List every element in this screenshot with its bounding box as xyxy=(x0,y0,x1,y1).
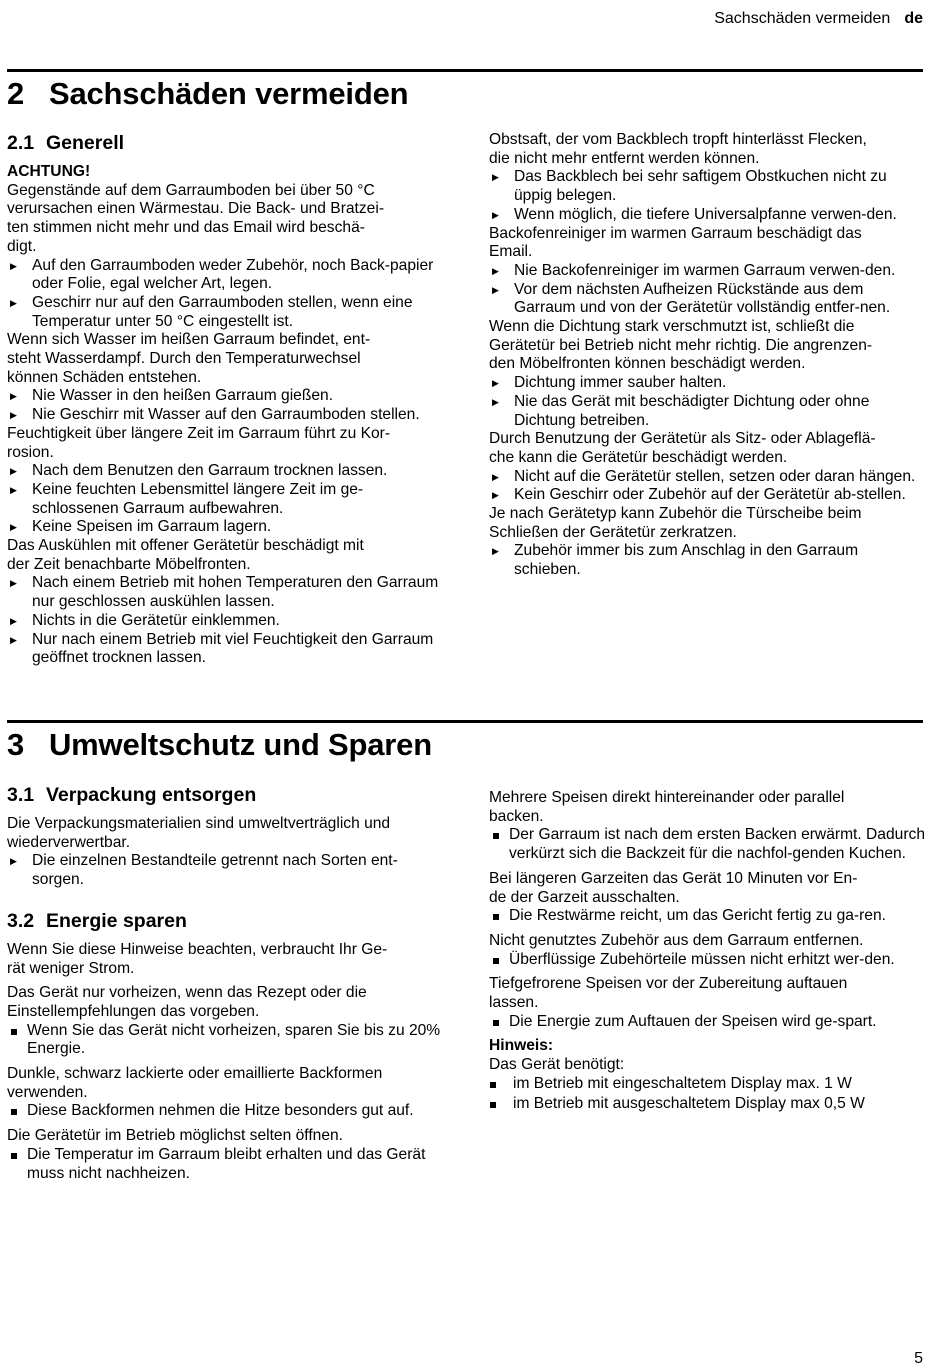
paragraph xyxy=(7,331,443,387)
text-line: die nicht mehr entfernt werden können. xyxy=(489,149,760,167)
subsection-number: 3.2 xyxy=(7,909,35,932)
text-line: de der Garzeit ausschalten. xyxy=(489,888,680,906)
section-number: 3 xyxy=(7,727,25,762)
paragraph xyxy=(489,318,925,374)
header-title: Sachschäden vermeiden xyxy=(714,10,891,27)
text-line: steht Wasserdampf. Durch den Temperaturwechsel xyxy=(7,350,361,368)
paragraph xyxy=(7,815,443,852)
section-title-text: Umweltschutz und Sparen xyxy=(49,727,432,762)
text-line: Bei längeren Garzeiten das Gerät 10 Minuten vor En- xyxy=(489,869,858,887)
sec3-left-column xyxy=(7,783,443,1183)
list-item: ▶ Nach einem Betrieb mit hohen Temperaturen den Garraum nur geschlossen auskühlen lassen. xyxy=(7,574,443,611)
list-item: ▶ Kein Geschirr oder Zubehör auf der Gerätetür ab-stellen. xyxy=(489,486,925,505)
text-line: Durch Benutzung der Gerätetür als Sitz- oder Ablageflä- xyxy=(489,430,876,448)
section-3-title xyxy=(7,727,432,763)
list-item: ▶ Keine feuchten Lebensmittel längere Zeit im ge-schlossenen Garraum aufbewahren. xyxy=(7,481,443,518)
bullet-list xyxy=(489,907,925,926)
text-line: Die Verpackungsmaterialien sind umweltverträglich und xyxy=(7,815,391,832)
subsection-title-text: Generell xyxy=(46,132,125,154)
hint-label: Hinweis: xyxy=(489,1037,554,1055)
hint-text: Das Gerät benötigt: xyxy=(489,1056,625,1074)
text-line: Gegenstände auf dem Garraumboden bei über 50 °C xyxy=(7,181,375,199)
paragraph xyxy=(7,941,443,978)
subsection-3-1-title xyxy=(7,783,443,807)
section-2-title xyxy=(7,76,408,112)
text-line: Schließen der Gerätetür zerkratzen. xyxy=(489,523,737,541)
bullet-list xyxy=(7,1146,443,1183)
text-line: Gerätetür bei Betrieb nicht mehr richtig. Die angrenzen- xyxy=(489,336,873,354)
text-line: backen. xyxy=(489,807,544,825)
bullet-list xyxy=(7,1102,443,1121)
paragraph xyxy=(7,537,443,574)
subsection-number: 3.1 xyxy=(7,784,35,806)
section-rule xyxy=(7,720,923,723)
paragraph xyxy=(489,505,925,542)
text-line: rosion. xyxy=(7,443,54,461)
text-line: Je nach Gerätetyp kann Zubehör die Türscheibe beim xyxy=(489,505,862,523)
text-line: können Schäden entstehen. xyxy=(7,368,202,386)
list-item: Die Temperatur im Garraum bleibt erhalten und das Gerät muss nicht nachheizen. xyxy=(7,1146,443,1183)
page-number: 5 xyxy=(914,1350,923,1367)
paragraph xyxy=(489,789,925,826)
bullet-list xyxy=(489,1013,925,1032)
bullet-list xyxy=(489,262,925,318)
paragraph: Die Gerätetür im Betrieb möglichst selten öffnen. xyxy=(7,1127,344,1145)
text-line: den Möbelfronten können beschädigt werden. xyxy=(489,355,806,373)
bullet-list xyxy=(489,468,925,505)
list-item: im Betrieb mit ausgeschaltetem Display max 0,5 W xyxy=(489,1095,925,1114)
list-item: ▶ Nach dem Benutzen den Garraum trocknen lassen. xyxy=(7,462,443,481)
text-line: verwenden. xyxy=(7,1083,88,1101)
text-line: ten stimmen nicht mehr und das Email wird beschä- xyxy=(7,219,365,237)
text-line: verursachen einen Wärmestau. Die Back- und Bratzei- xyxy=(7,200,385,218)
text-line: Feuchtigkeit über längere Zeit im Garraum führt zu Kor- xyxy=(7,424,391,442)
list-item: Wenn Sie das Gerät nicht vorheizen, sparen Sie bis zu 20% Energie. xyxy=(7,1022,443,1059)
section-title-text: Sachschäden vermeiden xyxy=(49,76,409,111)
subsection-2-1-title xyxy=(7,131,443,155)
list-item: ▶ Dichtung immer sauber halten. xyxy=(489,374,925,393)
text-line: Tiefgefrorene Speisen vor der Zubereitung auftauen xyxy=(489,975,848,993)
paragraph xyxy=(489,975,925,1012)
paragraph xyxy=(489,430,925,467)
list-item: Überflüssige Zubehörteile müssen nicht erhitzt wer-den. xyxy=(489,951,925,970)
paragraph xyxy=(489,870,925,907)
list-item: ▶ Nur nach einem Betrieb mit viel Feuchtigkeit den Garraum geöffnet trocknen lassen. xyxy=(7,631,443,668)
list-item: Diese Backformen nehmen die Hitze besonders gut auf. xyxy=(7,1102,443,1121)
sec2-left-column xyxy=(7,131,443,668)
list-item: ▶ Geschirr nur auf den Garraumboden stellen, wenn eine Temperatur unter 50 °C eingestellt ist. xyxy=(7,294,443,331)
list-item: ▶ Nie das Gerät mit beschädigter Dichtung oder ohne Dichtung betreiben. xyxy=(489,393,925,430)
bullet-list xyxy=(489,826,925,863)
subsection-title-text: Verpackung entsorgen xyxy=(46,784,257,806)
bullet-list xyxy=(7,462,443,537)
list-item: ▶ Nicht auf die Gerätetür stellen, setzen oder daran hängen. xyxy=(489,468,925,487)
text-line: Wenn sich Wasser im heißen Garraum befindet, ent- xyxy=(7,331,371,349)
bullet-list xyxy=(489,374,925,430)
text-line: Das Auskühlen mit offener Gerätetür beschädigt mit xyxy=(7,537,364,555)
text-line: Einstellempfehlungen das vorgeben. xyxy=(7,1002,260,1020)
paragraph xyxy=(489,225,925,262)
text-line: wiederverwertbar. xyxy=(7,833,131,851)
language-code: de xyxy=(904,10,923,27)
text-line: che kann die Gerätetür beschädigt werden. xyxy=(489,448,788,466)
sec2-right-column xyxy=(489,131,925,580)
bullet-list xyxy=(7,574,443,668)
section-number: 2 xyxy=(7,76,25,111)
hint-list xyxy=(489,1075,925,1113)
bullet-list xyxy=(489,542,925,579)
text-line: Wenn Sie diese Hinweise beachten, verbraucht Ihr Ge- xyxy=(7,940,388,958)
list-item: ▶ Keine Speisen im Garraum lagern. xyxy=(7,518,443,537)
bullet-list xyxy=(7,387,443,424)
bullet-list xyxy=(7,852,443,889)
subsection-title-text: Energie sparen xyxy=(46,909,187,932)
text-line: rät weniger Strom. xyxy=(7,959,135,977)
warning-label: ACHTUNG! xyxy=(7,163,91,180)
paragraph: Nicht genutztes Zubehör aus dem Garraum entfernen. xyxy=(489,931,864,949)
list-item: ▶ Vor dem nächsten Aufheizen Rückstände aus dem Garraum und von der Gerätetür vollständig entfer-nen. xyxy=(489,281,925,318)
text-line: Dunkle, schwarz lackierte oder emaillierte Backformen xyxy=(7,1065,383,1083)
text-line: Mehrere Speisen direkt hintereinander oder parallel xyxy=(489,789,845,806)
text-line: Wenn die Dichtung stark verschmutzt ist, schließt die xyxy=(489,318,855,336)
subsection-3-2-title xyxy=(7,909,443,933)
bullet-list xyxy=(489,168,925,224)
list-item: ▶ Wenn möglich, die tiefere Universalpfanne verwen-den. xyxy=(489,206,925,225)
list-item: ▶ Auf den Garraumboden weder Zubehör, noch Back-papier oder Folie, egal welcher Art, legen. xyxy=(7,257,443,294)
subsection-number: 2.1 xyxy=(7,132,35,154)
list-item: ▶ Zubehör immer bis zum Anschlag in den Garraum schieben. xyxy=(489,542,925,579)
paragraph xyxy=(7,182,443,257)
list-item: ▶ Nie Wasser in den heißen Garraum gießen. xyxy=(7,387,443,406)
text-line: der Zeit benachbarte Möbelfronten. xyxy=(7,555,251,573)
paragraph xyxy=(7,984,443,1021)
list-item: ▶ Die einzelnen Bestandteile getrennt nach Sorten ent-sorgen. xyxy=(7,852,443,889)
text-line: digt. xyxy=(7,237,37,255)
section-rule xyxy=(7,69,923,72)
list-item: ▶ Das Backblech bei sehr saftigem Obstkuchen nicht zu üppig belegen. xyxy=(489,168,925,205)
list-item: ▶ Nichts in die Gerätetür einklemmen. xyxy=(7,612,443,631)
bullet-list xyxy=(7,1022,443,1059)
list-item: Der Garraum ist nach dem ersten Backen erwärmt. Dadurch verkürzt sich die Backzeit für die nachfol-genden Kuchen. xyxy=(489,826,925,863)
list-item: im Betrieb mit eingeschaltetem Display max. 1 W xyxy=(489,1075,925,1094)
text-line: Das Gerät nur vorheizen, wenn das Rezept oder die xyxy=(7,984,367,1002)
bullet-list xyxy=(7,257,443,332)
paragraph xyxy=(7,425,443,462)
text-line: lassen. xyxy=(489,994,539,1012)
paragraph xyxy=(489,131,925,168)
bullet-list xyxy=(489,951,925,970)
running-header xyxy=(714,10,923,28)
text-line: Obstsaft, der vom Backblech tropft hinterlässt Flecken, xyxy=(489,131,867,148)
text-line: Email. xyxy=(489,243,533,261)
text-line: Backofenreiniger im warmen Garraum beschädigt das xyxy=(489,224,862,242)
list-item: Die Energie zum Auftauen der Speisen wird ge-spart. xyxy=(489,1013,925,1032)
list-item: ▶ Nie Geschirr mit Wasser auf den Garraumboden stellen. xyxy=(7,406,443,425)
sec3-right-column xyxy=(489,789,925,1113)
list-item: Die Restwärme reicht, um das Gericht fertig zu ga-ren. xyxy=(489,907,925,926)
list-item: ▶ Nie Backofenreiniger im warmen Garraum verwen-den. xyxy=(489,262,925,281)
paragraph xyxy=(7,1065,443,1102)
